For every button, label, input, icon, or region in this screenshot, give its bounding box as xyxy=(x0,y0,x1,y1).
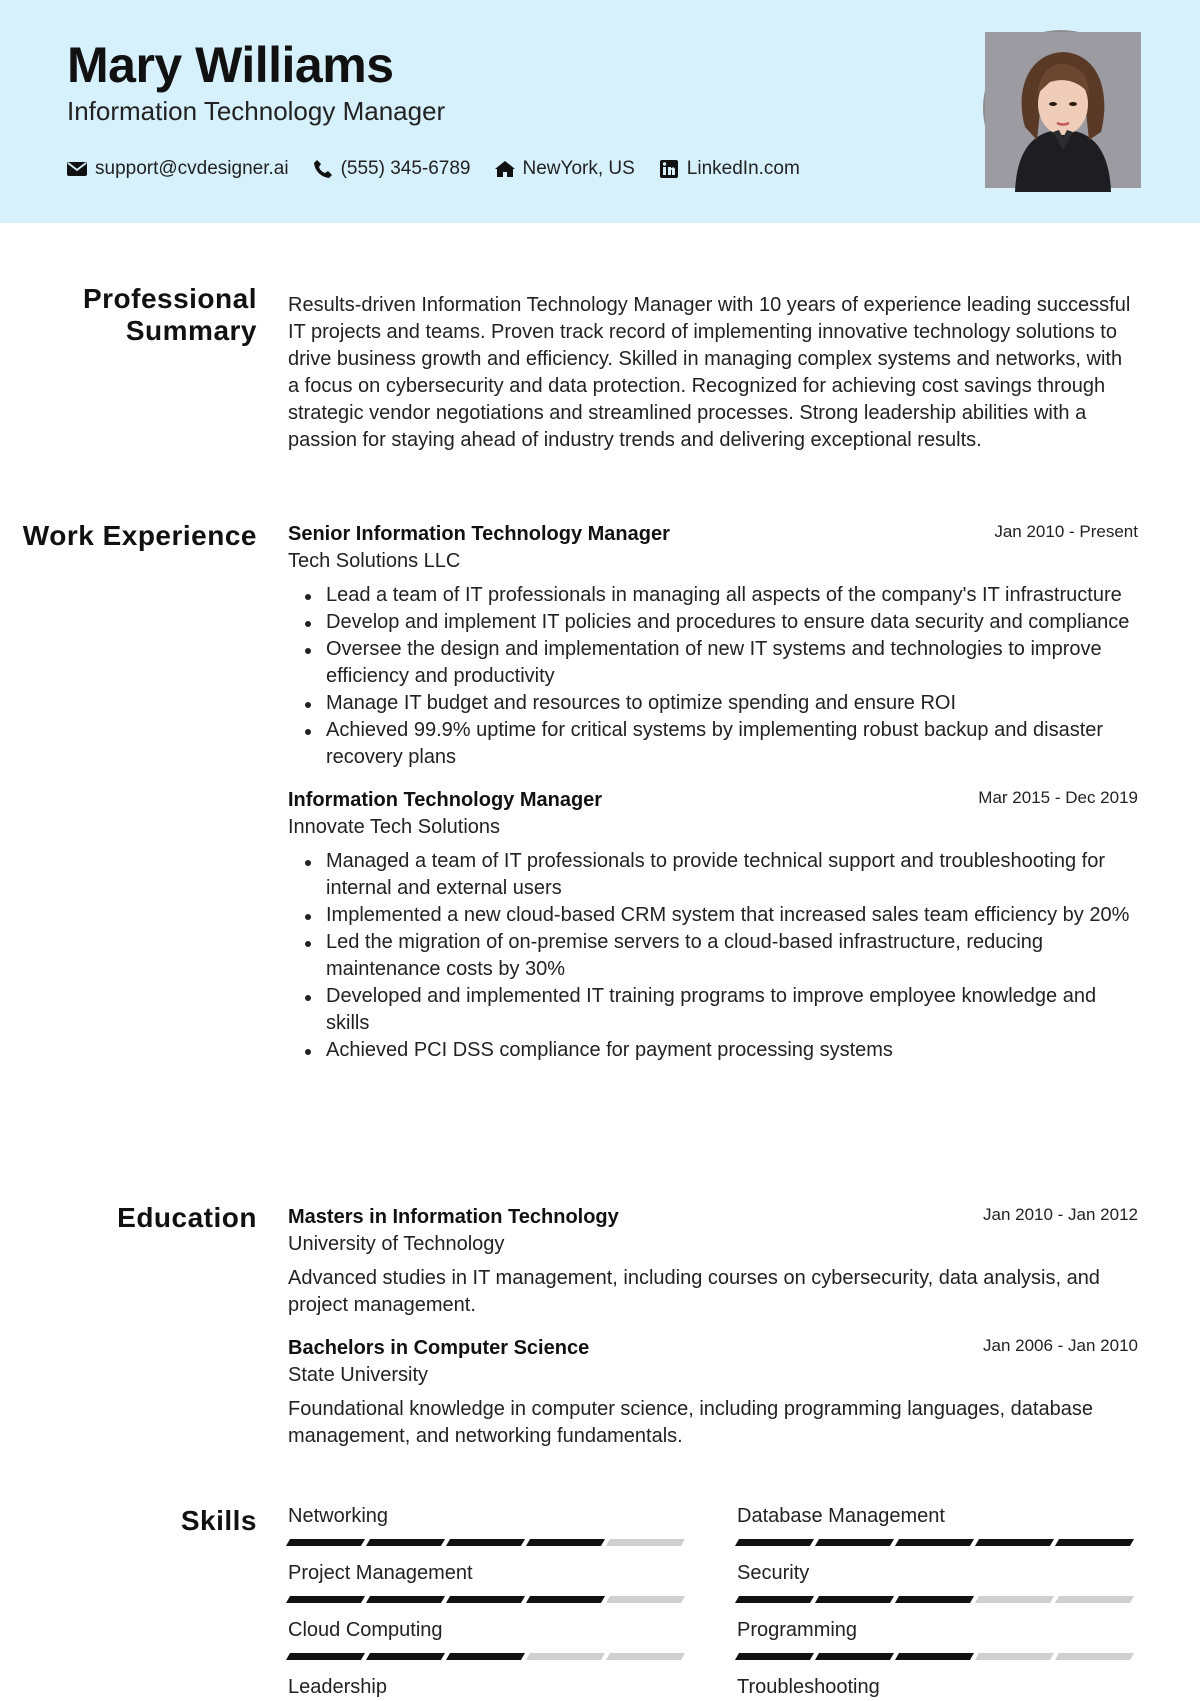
skill-name: Networking xyxy=(288,1505,389,1527)
education-degree: Bachelors in Computer Science xyxy=(288,1337,590,1359)
skill-level-filled xyxy=(446,1653,525,1660)
skill-level-filled xyxy=(286,1596,365,1603)
job-bullet: Developed and implemented IT training programs to improve employee knowledge and skills xyxy=(288,983,1138,1037)
skill-name: Cloud Computing xyxy=(288,1619,443,1641)
skill-level-bar xyxy=(288,1539,688,1546)
candidate-name: Mary Williams xyxy=(67,37,394,93)
skill-level-filled xyxy=(815,1653,894,1660)
skill-level-empty xyxy=(606,1653,685,1660)
skill-item xyxy=(737,1617,1137,1660)
skill-level-bar xyxy=(737,1653,1137,1660)
skills-heading: Skills xyxy=(180,1505,257,1536)
skill-level-bar xyxy=(288,1653,688,1660)
contact-phone[interactable] xyxy=(313,158,471,180)
job-bullet: Implemented a new cloud-based CRM system that increased sales team efficiency by 20% xyxy=(288,902,1138,929)
skill-level-filled xyxy=(815,1539,894,1546)
skill-level-empty xyxy=(975,1596,1054,1603)
experience-list xyxy=(288,521,1138,1064)
candidate-title: Information Technology Manager xyxy=(67,96,446,126)
education-heading: Education xyxy=(117,1202,257,1233)
contact-phone-text: (555) 345-6789 xyxy=(340,158,471,179)
skill-item xyxy=(737,1674,1137,1701)
job-bullet: Develop and implement IT policies and procedures to ensure data security and compliance xyxy=(288,609,1138,636)
job-dates: Jan 2010 - Present xyxy=(994,522,1138,541)
skill-item xyxy=(288,1674,688,1701)
skill-level-bar xyxy=(737,1539,1137,1546)
skill-level-filled xyxy=(735,1596,814,1603)
skill-level-filled xyxy=(895,1653,974,1660)
skill-level-empty xyxy=(606,1596,685,1603)
skill-level-filled xyxy=(526,1539,605,1546)
envelope-icon xyxy=(67,159,87,179)
job-bullet: Manage IT budget and resources to optimize spending and ensure ROI xyxy=(288,690,1138,717)
job-title: Information Technology Manager xyxy=(288,789,603,811)
contact-location xyxy=(495,158,635,180)
skill-level-filled xyxy=(735,1539,814,1546)
skill-name: Security xyxy=(737,1562,810,1584)
education-degree: Masters in Information Technology xyxy=(288,1206,619,1228)
skill-item xyxy=(288,1560,688,1603)
skill-level-filled xyxy=(526,1596,605,1603)
job-bullet: Oversee the design and implementation of new IT systems and technologies to improve efficiency and productivity xyxy=(288,636,1138,690)
skill-level-empty xyxy=(975,1653,1054,1660)
skill-level-filled xyxy=(286,1653,365,1660)
resume-header xyxy=(0,0,1200,223)
job-bullets xyxy=(288,848,1138,1064)
skill-level-empty xyxy=(1055,1653,1134,1660)
job-bullet: Achieved 99.9% uptime for critical systems by implementing robust backup and disaster recovery plans xyxy=(288,717,1138,771)
skill-level-filled xyxy=(446,1539,525,1546)
skill-item xyxy=(737,1560,1137,1603)
skill-name: Database Management xyxy=(737,1505,945,1527)
skill-level-filled xyxy=(735,1653,814,1660)
education-entry xyxy=(288,1204,1138,1319)
job-bullet: Led the migration of on-premise servers to a cloud-based infrastructure, reducing maintenance costs by 30% xyxy=(288,929,1138,983)
job-entry xyxy=(288,787,1138,1064)
skill-level-filled xyxy=(895,1539,974,1546)
job-bullet: Lead a team of IT professionals in managing all aspects of the company's IT infrastructure xyxy=(288,582,1138,609)
skill-level-filled xyxy=(446,1596,525,1603)
job-company: Tech Solutions LLC xyxy=(288,550,461,572)
profile-photo xyxy=(983,30,1139,186)
job-company: Innovate Tech Solutions xyxy=(288,816,501,838)
skill-level-empty xyxy=(1055,1596,1134,1603)
education-list xyxy=(288,1204,1138,1450)
contact-list xyxy=(67,158,824,180)
phone-icon xyxy=(313,159,333,179)
skill-level-empty xyxy=(606,1539,685,1546)
skill-level-filled xyxy=(815,1596,894,1603)
linkedin-icon xyxy=(659,159,679,179)
skill-name: Leadership xyxy=(288,1676,387,1698)
job-bullets xyxy=(288,582,1138,771)
job-bullet: Managed a team of IT professionals to provide technical support and troubleshooting for internal and external users xyxy=(288,848,1138,902)
summary-text: Results-driven Information Technology Manager with 10 years of experience leading successful IT projects and teams. Proven track record of implementing innovative technology solutions to drive business growth and efficiency. Skilled in managing complex systems and networks, with a focus on cybersecurity and data protection. Recognized for achieving cost savings through strategic vendor negotiations and streamlined processes. Strong leadership abilities with a passion for staying ahead of industry trends and delivering exceptional results. xyxy=(288,294,1131,451)
education-entry xyxy=(288,1335,1138,1450)
experience-heading: Work Experience xyxy=(22,520,257,551)
home-icon xyxy=(495,159,515,179)
skill-level-empty xyxy=(526,1653,605,1660)
skill-item xyxy=(737,1503,1137,1546)
skill-name: Programming xyxy=(737,1619,858,1641)
job-dates: Mar 2015 - Dec 2019 xyxy=(978,788,1138,807)
skill-name: Troubleshooting xyxy=(737,1676,880,1698)
skill-level-filled xyxy=(895,1596,974,1603)
job-bullet: Achieved PCI DSS compliance for payment processing systems xyxy=(288,1037,1138,1064)
contact-email-text: support@cvdesigner.ai xyxy=(95,158,289,179)
skill-level-filled xyxy=(975,1539,1054,1546)
education-description: Foundational knowledge in computer science, including programming languages, database management, and networking fundamentals. xyxy=(288,1398,1093,1447)
skill-item xyxy=(288,1617,688,1660)
summary-heading: Professional Summary xyxy=(82,283,257,346)
job-entry xyxy=(288,521,1138,771)
education-dates: Jan 2006 - Jan 2010 xyxy=(982,1336,1138,1355)
education-description: Advanced studies in IT management, including courses on cybersecurity, data analysis, and project management. xyxy=(288,1267,1100,1316)
contact-linkedin-text: LinkedIn.com xyxy=(686,158,800,179)
skill-level-filled xyxy=(1055,1539,1134,1546)
education-school: University of Technology xyxy=(288,1233,505,1255)
skill-item xyxy=(288,1503,688,1546)
education-school: State University xyxy=(288,1364,429,1386)
skill-name: Project Management xyxy=(288,1562,473,1584)
job-title: Senior Information Technology Manager xyxy=(288,523,670,545)
skill-level-filled xyxy=(366,1653,445,1660)
skill-level-filled xyxy=(286,1539,365,1546)
education-dates: Jan 2010 - Jan 2012 xyxy=(982,1205,1138,1224)
contact-email[interactable] xyxy=(67,158,289,180)
skill-level-bar xyxy=(737,1596,1137,1603)
skill-level-filled xyxy=(366,1539,445,1546)
skill-level-filled xyxy=(366,1596,445,1603)
contact-location-text: NewYork, US xyxy=(522,158,635,179)
skill-level-bar xyxy=(288,1596,688,1603)
contact-linkedin[interactable] xyxy=(659,158,800,180)
